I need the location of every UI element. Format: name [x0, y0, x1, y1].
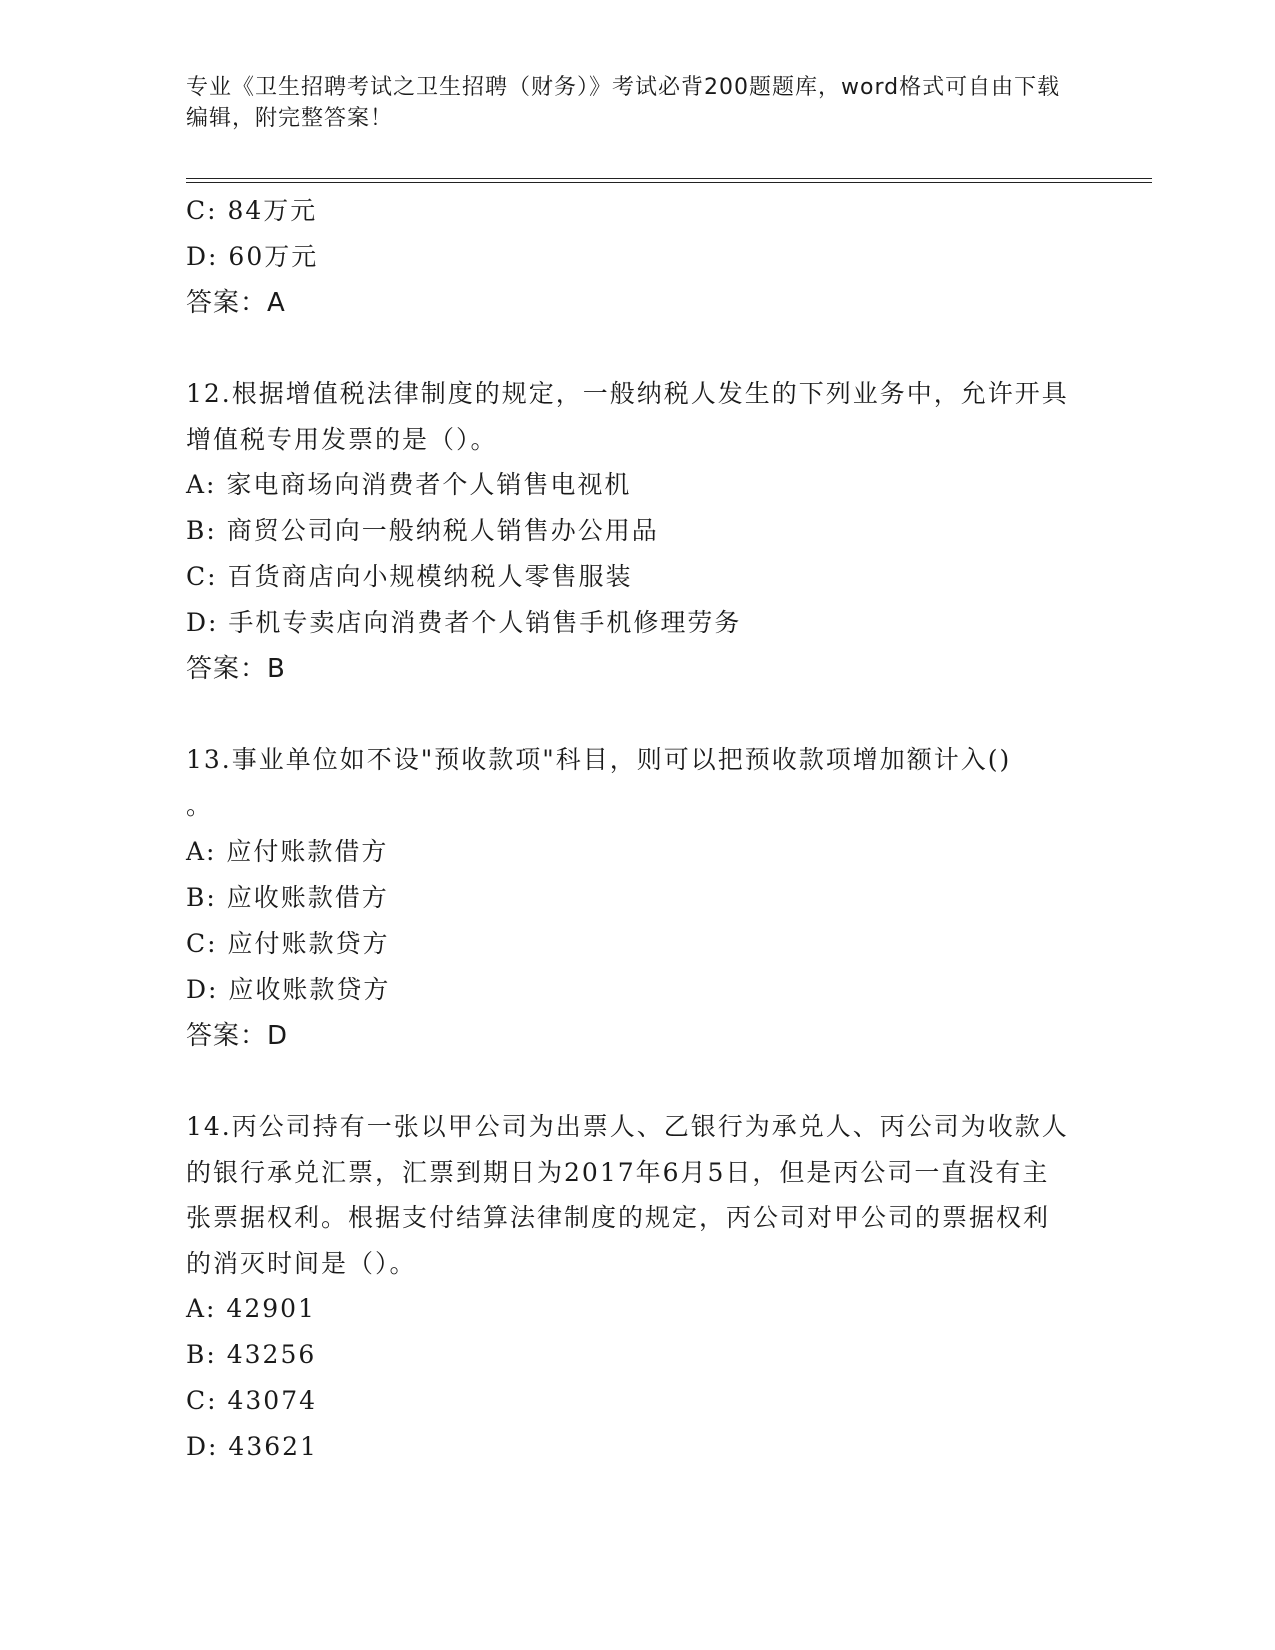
option-c: C: 百货商店向小规模纳税人零售服装 — [186, 562, 633, 591]
option-b: B: 商贸公司向一般纳税人销售办公用品 — [186, 516, 659, 545]
question-12 — [186, 371, 1086, 692]
option-b: B: 43256 — [186, 1340, 317, 1369]
option-a: A: 应付账款借方 — [186, 837, 389, 866]
question-text: 12.根据增值税法律制度的规定，一般纳税人发生的下列业务中，允许开具增值税专用发票的是（）。 — [186, 379, 1069, 454]
option-d: D: 60万元 — [186, 242, 319, 271]
answer-label: 答案： — [186, 1021, 268, 1051]
option-d: D: 手机专卖店向消费者个人销售手机修理劳务 — [186, 608, 742, 637]
option-d: D: 43621 — [186, 1432, 318, 1461]
option-c: C: 84万元 — [186, 196, 318, 225]
header-divider-bottom — [186, 182, 1152, 183]
question-11-tail — [186, 188, 1086, 326]
document-header: 专业《卫生招聘考试之卫生招聘（财务）》考试必背200题题库，word格式可自由下载编辑，附完整答案！ — [186, 75, 1061, 131]
question-text: 13.事业单位如不设"预收款项"科目，则可以把预收款项增加额计入() — [186, 745, 1012, 774]
option-b: B: 应收账款借方 — [186, 883, 389, 912]
option-d: D: 应收账款贷方 — [186, 975, 391, 1004]
spacer — [186, 326, 1086, 371]
answer-line — [186, 646, 1086, 692]
question-14 — [186, 1104, 1086, 1470]
question-text-continuation: 。 — [186, 791, 214, 820]
answer-value: B — [267, 654, 286, 684]
answer-value: D — [267, 1021, 289, 1051]
answer-value: A — [267, 288, 286, 318]
header-divider-top — [186, 178, 1152, 179]
spacer — [186, 692, 1086, 737]
option-a: A: 42901 — [186, 1294, 316, 1323]
question-text: 14.丙公司持有一张以甲公司为出票人、乙银行为承兑人、丙公司为收款人的银行承兑汇票，汇票到期日为2017年6月5日，但是丙公司一直没有主张票据权利。根据支付结算法律制度的规定，丙公司对甲公司的票据权利的消灭时间是（）。 — [186, 1112, 1069, 1278]
question-13 — [186, 737, 1086, 1059]
answer-line — [186, 280, 1086, 326]
option-c: C: 43074 — [186, 1386, 318, 1415]
option-c: C: 应付账款贷方 — [186, 929, 390, 958]
answer-line — [186, 1013, 1086, 1059]
answer-label: 答案： — [186, 654, 268, 684]
answer-label: 答案： — [186, 288, 268, 318]
spacer — [186, 1059, 1086, 1104]
option-a: A: 家电商场向消费者个人销售电视机 — [186, 470, 632, 499]
question-list — [186, 188, 1086, 1470]
